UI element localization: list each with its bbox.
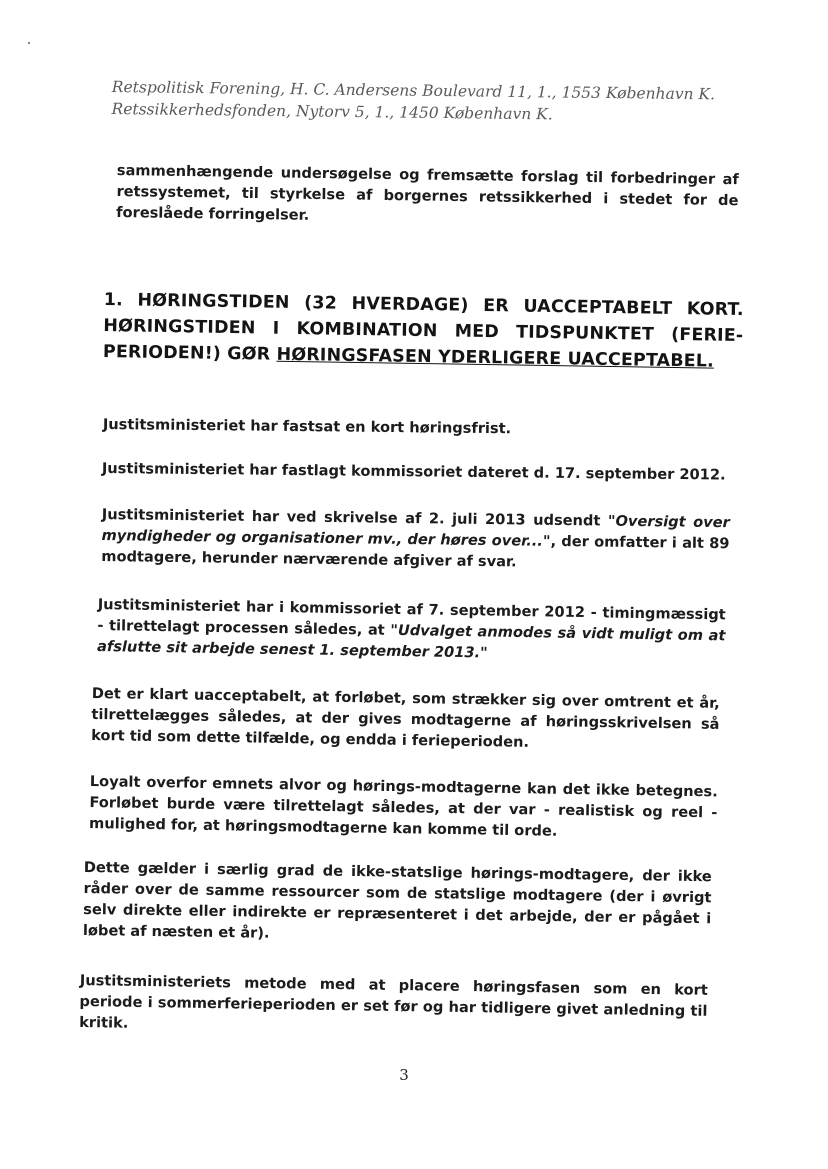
- paragraph-4: [97, 594, 726, 667]
- paragraph-1: Justitsministeriet har fastsat en kort høringsfrist.: [102, 415, 512, 438]
- section-heading-underlined: HØRINGSFASEN YDERLIGERE UACCEPTABEL.: [276, 344, 715, 372]
- paragraph-4-quote: "Udvalget anmodes så vidt muligt om at afslutte sit arbejde senest 1. september 2013.": [96, 621, 726, 662]
- letterhead-line-2: Retssikkerhedsfonden, Nytorv 5, 1., 1450 København K.: [111, 99, 553, 124]
- paragraph-7: Dette gælder i særlig grad de ikke-statslige hørings-modtagere, der ikke råder over de samme ressourcer som de statslige modtagere (der i øvrigt selv direkte eller indirekte er repræsenteret i det arbejde, der er pågået i løbet af næsten et år).: [82, 858, 712, 942]
- paragraph-6: Loyalt overfor emnets alvor og hørings-modtagerne kan det ikke betegnes. Forløbet burde være tilrettelagt således, at der var - realistisk og reel - mulighed for, at høringsmodtagerne kan komme til orde.: [88, 772, 718, 840]
- letterhead: [111, 76, 771, 128]
- paragraph-3-quote: "Oversigt over myndigheder og organisationer mv., der høres over...": [101, 512, 730, 550]
- page-number: 3: [399, 1066, 409, 1084]
- paragraph-8: Justitsministeriets metode med at placere høringsfasen som en kort periode i sommerferieperioden er set før og har tidligere givet anledning til kritik.: [79, 971, 708, 1032]
- section-heading: [103, 287, 744, 375]
- letterhead-line-1: Retspolitisk Forening, H. C. Andersens Boulevard 11, 1., 1553 København K.: [111, 77, 716, 104]
- paragraph-3-text: Justitsministeriet har ved skrivelse af 2. juli 2013 udsendt: [101, 505, 609, 530]
- section-heading-text: 1. HØRINGSTIDEN (32 HVERDAGE) ER UACCEPTABELT KORT. HØRINGSTIDEN I KOMBINATION MED TIDSPUNKTET (FERIE-PERIODEN!) GØR: [102, 289, 744, 365]
- paragraph-2: Justitsministeriet har fastlagt kommissoriet dateret d. 17. september 2012.: [101, 459, 726, 484]
- paragraph-3-text-end: , der omfatter i alt 89 modtagere, herunder nærværende afgiver af svar.: [101, 532, 730, 571]
- intro-paragraph: sammenhængende undersøgelse og fremsætte forslag til forbedringer af retssystemet, til styrkelse af borgernes retssikkerhed i stedet for de foreslåede forringelser.: [116, 161, 739, 224]
- paragraph-4-text: Justitsministeriet har i kommissoriet af 7. september 2012 - timingmæssigt - tilrettelagt processen således, at: [97, 595, 726, 639]
- paragraph-3: [101, 504, 730, 575]
- scan-speck: [28, 42, 30, 44]
- paragraph-5: Det er klart uacceptabelt, at forløbet, som strækker sig over omtrent et år, tilrettelægges således, at der gives modtagerne af høringsskrivelsen så kort tid som dette tilfælde, og endda i ferieperioden.: [91, 684, 720, 751]
